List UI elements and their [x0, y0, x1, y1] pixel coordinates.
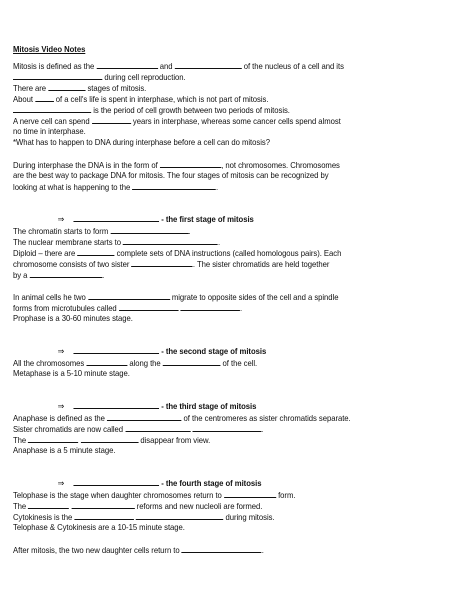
fill-blank[interactable] [28, 500, 69, 509]
text: Anaphase is a 5 minute stage. [13, 445, 116, 455]
text: no time in interphase. [13, 126, 86, 136]
text: , not chromosomes. Chromosomes [221, 160, 340, 170]
text: Mitosis is defined as the [13, 61, 95, 71]
text: Cytokinesis is the [13, 512, 73, 522]
nerve-cell-line-2 [13, 126, 432, 136]
fill-blank[interactable] [13, 104, 91, 113]
text: of a cell's life is spent in interphase, which is not part of mitosis. [55, 94, 269, 104]
section-heading: - the fourth stage of mitosis [161, 478, 262, 488]
text: during cell reproduction. [104, 72, 186, 82]
sister-chromatids-line [13, 423, 432, 434]
text: and [159, 61, 173, 71]
text: during mitosis. [225, 512, 275, 522]
text: *What has to happen to DNA during interphase before a cell can do mitosis? [13, 137, 270, 147]
definition-line-2 [13, 71, 432, 82]
text: Anaphase is defined as the [13, 413, 105, 423]
text: Prophase is a 30-60 minutes stage. [13, 313, 133, 323]
fill-blank[interactable] [28, 434, 78, 443]
text: All the chromosomes [13, 358, 85, 368]
fill-blank[interactable] [123, 236, 221, 247]
text: complete sets of DNA instructions (called homologous pairs). Each [116, 248, 342, 258]
text: After mitosis, the two new daughter cells return to [13, 545, 180, 555]
text: . The sister chromatids are held together [192, 259, 330, 269]
interphase-time-line [13, 93, 432, 104]
fill-blank[interactable] [74, 511, 134, 520]
text: During interphase the DNA is in the form of [13, 160, 158, 170]
prophase-duration [13, 313, 432, 323]
after-mitosis-line [13, 544, 432, 555]
text: The chromatin starts to form [13, 226, 109, 236]
fill-blank[interactable] [86, 357, 127, 366]
text: stages of mitosis. [87, 83, 147, 93]
arrow-right-icon: ⇒ [57, 346, 65, 356]
fill-blank[interactable] [192, 423, 264, 434]
text: . [188, 226, 191, 236]
fill-blank[interactable] [92, 115, 131, 124]
text: In animal cells he two [13, 292, 86, 302]
dna-question-line [13, 137, 432, 147]
fill-blank[interactable] [119, 302, 179, 311]
text: chromosome consists of two sister [13, 259, 130, 269]
fill-blank[interactable] [136, 511, 223, 520]
text: . [217, 237, 221, 247]
stage-1-heading [58, 213, 432, 224]
text: . [216, 182, 219, 192]
cytokinesis-line [13, 511, 432, 522]
text: . [261, 424, 264, 434]
telophase-duration [13, 522, 432, 532]
text: form. [278, 490, 296, 500]
text: The [13, 501, 27, 511]
fill-blank[interactable] [71, 500, 134, 509]
diploid-line [13, 247, 432, 258]
text: Sister chromatids are now called [13, 424, 124, 434]
stage-3-heading [58, 400, 432, 411]
fill-blank[interactable] [74, 477, 160, 486]
fill-blank[interactable] [77, 247, 114, 256]
dna-package-line [13, 170, 432, 180]
fill-blank[interactable] [13, 71, 102, 80]
text: of the centromeres as sister chromatids separate. [183, 413, 351, 423]
text: of the cell. [222, 358, 258, 368]
membrane-line [13, 236, 432, 247]
text: The [13, 435, 27, 445]
text: The nuclear membrane starts to [13, 237, 121, 247]
stages-count-line [13, 82, 432, 93]
text: disappear from view. [140, 435, 211, 445]
text: reforms and new nucleoli are formed. [136, 501, 263, 511]
text: . [261, 545, 264, 555]
fill-blank[interactable] [224, 489, 276, 498]
fill-blank[interactable] [74, 345, 160, 354]
growth-period-line [13, 104, 432, 115]
fill-blank[interactable] [180, 302, 243, 313]
text: of the nucleus of a cell and its [243, 61, 344, 71]
text: Telophase is the stage when daughter chromosomes return to [13, 490, 222, 500]
fill-blank[interactable] [175, 60, 242, 69]
spindle-line [13, 302, 432, 313]
fill-blank[interactable] [48, 82, 85, 91]
text: About [13, 94, 33, 104]
text: Diploid – there are [13, 248, 76, 258]
stage-4-heading [58, 477, 432, 488]
fill-blank[interactable] [35, 93, 54, 102]
reforms-line [13, 500, 432, 511]
dna-form-line [13, 159, 432, 170]
section-heading: - the third stage of mitosis [161, 401, 257, 411]
anaphase-duration [13, 445, 432, 455]
fill-blank[interactable] [74, 213, 160, 222]
stage-2-heading [58, 345, 432, 356]
section-heading: - the second stage of mitosis [161, 346, 267, 356]
text: are the best way to package DNA for mitosis. The four stages of mitosis can be recognized by [13, 170, 329, 180]
fill-blank[interactable] [107, 412, 181, 421]
fill-blank[interactable] [74, 400, 160, 409]
text: is the period of cell growth between two periods of mitosis. [93, 105, 290, 115]
text: A nerve cell can spend [13, 116, 90, 126]
fill-blank[interactable] [182, 544, 262, 553]
arrow-right-icon: ⇒ [57, 401, 65, 411]
fill-blank[interactable] [160, 159, 221, 168]
chromatin-line [13, 225, 432, 236]
fill-blank[interactable] [125, 423, 190, 432]
arrow-right-icon: ⇒ [57, 478, 65, 488]
fill-blank[interactable] [132, 258, 193, 267]
definition-line [13, 60, 432, 71]
text: migrate to opposite sides of the cell and a spindle [171, 292, 339, 302]
chromosomes-align-line [13, 357, 432, 368]
fill-blank[interactable] [30, 269, 103, 278]
fill-blank[interactable] [96, 60, 157, 69]
text: forms from microtubules called [13, 303, 117, 313]
metaphase-duration [13, 368, 432, 378]
recognize-line [13, 181, 432, 192]
disappear-line [13, 434, 432, 445]
text: There are [13, 83, 47, 93]
text: Metaphase is a 5-10 minute stage. [13, 368, 130, 378]
text: Telophase & Cytokinesis are a 10-15 minute stage. [13, 522, 185, 532]
worksheet-title: Mitosis Video Notes [13, 44, 86, 54]
fill-blank[interactable] [163, 357, 221, 366]
fill-blank[interactable] [88, 291, 170, 300]
text: by a [13, 270, 28, 280]
centrioles-line [13, 291, 432, 302]
text: . [102, 270, 105, 280]
held-together-line [13, 269, 432, 280]
section-heading: - the first stage of mitosis [161, 214, 254, 224]
telophase-line [13, 489, 432, 500]
fill-blank[interactable] [132, 181, 219, 192]
text: years in interphase, whereas some cancer cells spend almost [132, 116, 341, 126]
fill-blank[interactable] [110, 225, 191, 236]
text: along the [129, 358, 161, 368]
arrow-right-icon: ⇒ [57, 214, 65, 224]
nerve-cell-line [13, 115, 432, 126]
chromatid-line [13, 258, 432, 269]
anaphase-definition-line [13, 412, 432, 423]
fill-blank[interactable] [81, 434, 139, 443]
text: . [239, 303, 243, 313]
text: looking at what is happening to the [13, 182, 131, 192]
